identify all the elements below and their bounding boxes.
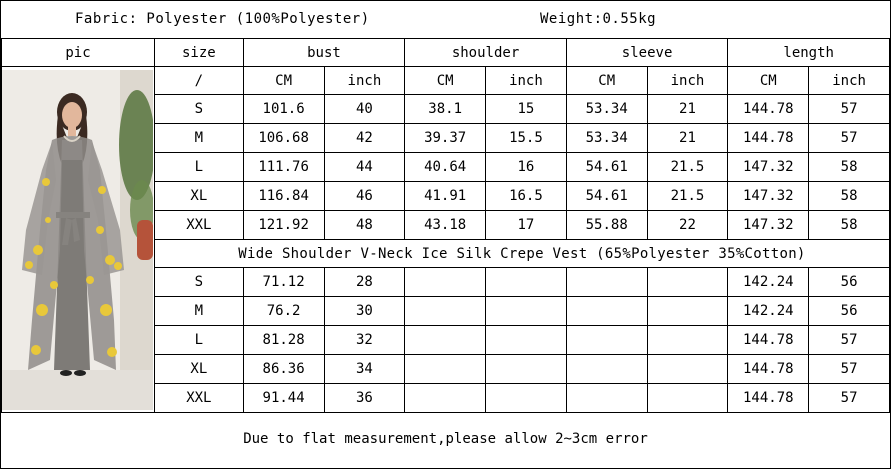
cell: 22	[647, 211, 728, 240]
col-shoulder: shoulder	[405, 39, 567, 67]
cell: 144.78	[728, 124, 809, 153]
cell: XL	[154, 355, 243, 384]
cell	[566, 326, 647, 355]
cell: 16.5	[486, 182, 567, 211]
cell: 121.92	[243, 211, 324, 240]
unit-shoulder-inch: inch	[486, 67, 567, 95]
cell: 15	[486, 95, 567, 124]
col-pic: pic	[2, 39, 155, 67]
cell: 21	[647, 95, 728, 124]
cell	[486, 268, 567, 297]
cell: M	[154, 297, 243, 326]
cell: 30	[324, 297, 405, 326]
cell: 21	[647, 124, 728, 153]
column-header-row	[2, 39, 890, 67]
cell: M	[154, 124, 243, 153]
cell	[486, 384, 567, 413]
weight-label: Weight:0.55kg	[540, 11, 657, 27]
unit-sleeve-cm: CM	[566, 67, 647, 95]
unit-bust-cm: CM	[243, 67, 324, 95]
cell: 147.32	[728, 211, 809, 240]
cell: 142.24	[728, 297, 809, 326]
cell	[405, 268, 486, 297]
size-table	[1, 38, 890, 413]
cell: 144.78	[728, 326, 809, 355]
cell: 54.61	[566, 182, 647, 211]
cell: 144.78	[728, 355, 809, 384]
cell: 48	[324, 211, 405, 240]
cell	[486, 355, 567, 384]
cell: 58	[809, 153, 890, 182]
col-length: length	[728, 39, 890, 67]
cell: 53.34	[566, 95, 647, 124]
cell: 57	[809, 326, 890, 355]
cell: 21.5	[647, 153, 728, 182]
cell: 56	[809, 297, 890, 326]
cell: 142.24	[728, 268, 809, 297]
cell: 101.6	[243, 95, 324, 124]
cell	[405, 297, 486, 326]
cell: 34	[324, 355, 405, 384]
cell: XL	[154, 182, 243, 211]
cell: 58	[809, 182, 890, 211]
unit-row	[2, 67, 890, 95]
cell: S	[154, 95, 243, 124]
cell: 71.12	[243, 268, 324, 297]
cell: 46	[324, 182, 405, 211]
cell	[647, 268, 728, 297]
fabric-label: Fabric: Polyester (100%Polyester)	[75, 11, 370, 27]
cell: 147.32	[728, 182, 809, 211]
cell: 41.91	[405, 182, 486, 211]
cell: XXL	[154, 384, 243, 413]
cell: 39.37	[405, 124, 486, 153]
cell	[486, 297, 567, 326]
unit-size: /	[154, 67, 243, 95]
product-photo-cell	[2, 67, 155, 413]
cell: 16	[486, 153, 567, 182]
cell: 36	[324, 384, 405, 413]
cell	[405, 384, 486, 413]
unit-sleeve-inch: inch	[647, 67, 728, 95]
cell	[405, 326, 486, 355]
cell: 15.5	[486, 124, 567, 153]
cell: 32	[324, 326, 405, 355]
col-bust: bust	[243, 39, 405, 67]
cell: 86.36	[243, 355, 324, 384]
cell: 57	[809, 95, 890, 124]
cell: 55.88	[566, 211, 647, 240]
cell: 57	[809, 355, 890, 384]
unit-bust-inch: inch	[324, 67, 405, 95]
model-illustration	[2, 70, 153, 410]
cell	[647, 297, 728, 326]
cell	[647, 326, 728, 355]
product-photo	[2, 70, 153, 410]
cell: 111.76	[243, 153, 324, 182]
cell: 57	[809, 384, 890, 413]
col-sleeve: sleeve	[566, 39, 728, 67]
cell: 40.64	[405, 153, 486, 182]
cell: 54.61	[566, 153, 647, 182]
cell	[486, 326, 567, 355]
cell: 44	[324, 153, 405, 182]
cell: 28	[324, 268, 405, 297]
fabric-header	[1, 1, 890, 39]
cell: 76.2	[243, 297, 324, 326]
cell: XXL	[154, 211, 243, 240]
cell: 43.18	[405, 211, 486, 240]
cell: S	[154, 268, 243, 297]
cell: 17	[486, 211, 567, 240]
unit-length-inch: inch	[809, 67, 890, 95]
vest-title: Wide Shoulder V-Neck Ice Silk Crepe Vest (65%Polyester 35%Cotton)	[154, 240, 889, 268]
col-size: size	[154, 39, 243, 67]
cell: 116.84	[243, 182, 324, 211]
cell: L	[154, 326, 243, 355]
cell	[566, 297, 647, 326]
cell: 106.68	[243, 124, 324, 153]
unit-shoulder-cm: CM	[405, 67, 486, 95]
cell: 38.1	[405, 95, 486, 124]
unit-length-cm: CM	[728, 67, 809, 95]
cell: L	[154, 153, 243, 182]
cell: 57	[809, 124, 890, 153]
cell	[566, 384, 647, 413]
cell: 58	[809, 211, 890, 240]
cell: 81.28	[243, 326, 324, 355]
measurement-note: Due to flat measurement,please allow 2~3cm error	[243, 431, 648, 447]
cell	[405, 355, 486, 384]
cell: 144.78	[728, 95, 809, 124]
cell	[647, 384, 728, 413]
cell: 91.44	[243, 384, 324, 413]
measurement-note-area	[1, 412, 890, 468]
cell: 147.32	[728, 153, 809, 182]
cell: 21.5	[647, 182, 728, 211]
cell: 56	[809, 268, 890, 297]
cell: 40	[324, 95, 405, 124]
cell: 144.78	[728, 384, 809, 413]
cell	[566, 268, 647, 297]
cell: 42	[324, 124, 405, 153]
cell	[647, 355, 728, 384]
cell: 53.34	[566, 124, 647, 153]
cell	[566, 355, 647, 384]
